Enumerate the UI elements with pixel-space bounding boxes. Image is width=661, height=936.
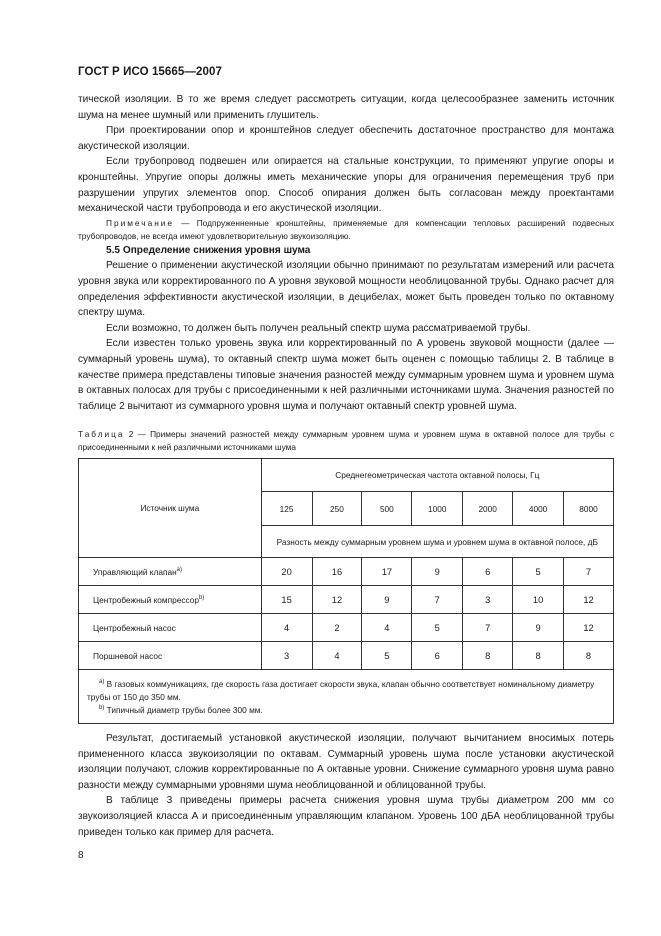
freq-cell: 2000 bbox=[463, 492, 513, 526]
source-cell bbox=[79, 558, 262, 586]
table-footnotes bbox=[79, 670, 614, 724]
footnote-a bbox=[87, 678, 605, 704]
value-cell: 12 bbox=[312, 586, 362, 614]
paragraph: Если трубопровод подвешен или опирается на стальные конструкции, то применяют упругие опоры и кронштейны. Упругие опоры должны иметь механические упоры для ограничения перемещения труб при разрушении упругих элементов опор. Способ опирания должен быть согласован между проектантами механической части трубопровода и его акустической изоляции. bbox=[78, 156, 614, 215]
paragraph: Решение о применении акустической изоляции обычно принимают по результатам измерений или расчета уровня звука или корректированного по А уровня звуковой мощности необлицованной трубы. Однако расчет для определения эффективности акустической изоляции, в децибелах, может быть проведен только по октавному спектру шума. bbox=[78, 260, 614, 319]
value-cell: 8 bbox=[564, 642, 614, 670]
text-block-bottom bbox=[78, 731, 614, 840]
table-row bbox=[79, 558, 614, 586]
table-caption bbox=[78, 428, 614, 454]
value-cell: 2 bbox=[312, 614, 362, 642]
note-label: Примечание bbox=[106, 217, 175, 228]
paragraph: Если известен только уровень звука или корректированный по А уровень звуковой мощности (далее — суммарный уровень шума), то октавный спектр шума может быть оценен с помощью таблицы 2. В таблице в качестве примера представлены типовые значения разностей между суммарным уровнем шума и уровнем шума в октавных полосах для трубы с присоединенными к ней различными источниками шума. Значения разностей по таблице 2 вычитают из суммарного уровня шума и получают октавный спектр уровней шума. bbox=[78, 338, 614, 412]
value-cell: 4 bbox=[362, 614, 412, 642]
page-number: 8 bbox=[78, 850, 84, 861]
paragraph: В таблице 3 приведены примеры расчета снижения уровня шума трубы диаметром 200 мм со звукоизоляцией класса А и присоединенным управляющим клапаном. Уровень 100 дБА необлицованной трубы приведен только как пример для расчета. bbox=[78, 795, 614, 838]
table-row bbox=[79, 586, 614, 614]
freq-cell: 1000 bbox=[412, 492, 463, 526]
value-cell: 12 bbox=[564, 614, 614, 642]
table-label: Таблица bbox=[78, 429, 125, 439]
freq-cell: 250 bbox=[312, 492, 362, 526]
source-cell bbox=[79, 614, 262, 642]
header-frequency: Среднегеометрическая частота октавной полосы, Гц bbox=[261, 459, 613, 492]
footnote-mark: b) bbox=[198, 594, 205, 601]
value-cell: 16 bbox=[312, 558, 362, 586]
value-cell: 3 bbox=[463, 586, 513, 614]
source-name: Центробежный насос bbox=[93, 622, 176, 633]
footnote-text: Типичный диаметр трубы более 300 мм. bbox=[106, 705, 263, 715]
note-text: — Подпруженненные кронштейны, применяемые для компенсации тепловых расширений подвесных трубопроводов, не всегда имеют удовлетворительную звукоизоляцию. bbox=[78, 217, 614, 241]
value-cell: 7 bbox=[412, 586, 463, 614]
value-cell: 6 bbox=[463, 558, 513, 586]
section-heading bbox=[78, 243, 614, 259]
value-cell: 5 bbox=[412, 614, 463, 642]
freq-cell: 4000 bbox=[513, 492, 564, 526]
value-cell: 5 bbox=[362, 642, 412, 670]
footnote-b bbox=[87, 704, 605, 717]
document-header: ГОСТ Р ИСО 15665—2007 bbox=[78, 66, 223, 78]
value-cell: 3 bbox=[261, 642, 312, 670]
header-difference: Разность между суммарным уровнем шума и уровнем шума в октавной полосе, дБ bbox=[261, 526, 613, 558]
source-name: Управляющий клапан bbox=[93, 566, 177, 577]
freq-cell: 500 bbox=[362, 492, 412, 526]
value-cell: 20 bbox=[261, 558, 312, 586]
value-cell: 9 bbox=[412, 558, 463, 586]
value-cell: 9 bbox=[513, 614, 564, 642]
paragraph: Результат, достигаемый установкой акустической изоляции, получают вычитанием вносимых потерь примененного класса звукоизоляции по октавам. Суммарный уровень шума после установки акустической изоляции получают, сложив корректированные по А октавные уровни. Снижение суммарного уровня шума равно разности между суммарными уровнями шума необлицованной и облицованной трубы. bbox=[78, 733, 614, 791]
source-name: Центробежный компрессор bbox=[93, 594, 199, 605]
footnote-text: В газовых коммуникациях, где скорость газа достигает скорости звука, клапан обычно соответствует номинальному диаметру трубы от 150 до 350 мм. bbox=[87, 679, 595, 702]
paragraph: При проектировании опор и кронштейнов следует обеспечить достаточное пространство для монтажа акустической изоляции. bbox=[78, 125, 614, 152]
footnote-mark: b) bbox=[99, 705, 105, 712]
value-cell: 9 bbox=[362, 586, 412, 614]
section-title: Определение снижения уровня шума bbox=[122, 244, 311, 256]
value-cell: 8 bbox=[463, 642, 513, 670]
source-name: Поршневой насос bbox=[93, 650, 163, 661]
value-cell: 4 bbox=[261, 614, 312, 642]
noise-difference-table bbox=[78, 458, 614, 724]
table-row bbox=[79, 642, 614, 670]
source-cell bbox=[79, 586, 262, 614]
text-block-top bbox=[78, 92, 614, 414]
source-cell bbox=[79, 642, 262, 670]
value-cell: 12 bbox=[564, 586, 614, 614]
note bbox=[78, 217, 614, 243]
value-cell: 7 bbox=[463, 614, 513, 642]
footnote-mark: а) bbox=[176, 566, 183, 573]
value-cell: 4 bbox=[312, 642, 362, 670]
value-cell: 7 bbox=[564, 558, 614, 586]
table-row bbox=[79, 614, 614, 642]
paragraph: тической изоляции. В то же время следует рассмотреть ситуации, когда целесообразнее заменить источник шума на менее шумный или применить глушитель. bbox=[78, 94, 614, 121]
footnote-mark: a) bbox=[99, 679, 105, 686]
header-source: Источник шума bbox=[79, 459, 262, 558]
freq-cell: 125 bbox=[261, 492, 312, 526]
value-cell: 8 bbox=[513, 642, 564, 670]
value-cell: 10 bbox=[513, 586, 564, 614]
section-number: 5.5 bbox=[106, 244, 121, 256]
value-cell: 17 bbox=[362, 558, 412, 586]
freq-cell: 8000 bbox=[564, 492, 614, 526]
value-cell: 15 bbox=[261, 586, 312, 614]
table-caption-text: 2 — Примеры значений разностей между суммарным уровнем шума и уровнем шума в октавной полосе для трубы с присоединенными к ней различными источниками шума bbox=[78, 429, 614, 452]
value-cell: 5 bbox=[513, 558, 564, 586]
paragraph: Если возможно, то должен быть получен реальный спектр шума рассматриваемой трубы. bbox=[106, 322, 531, 334]
value-cell: 6 bbox=[412, 642, 463, 670]
